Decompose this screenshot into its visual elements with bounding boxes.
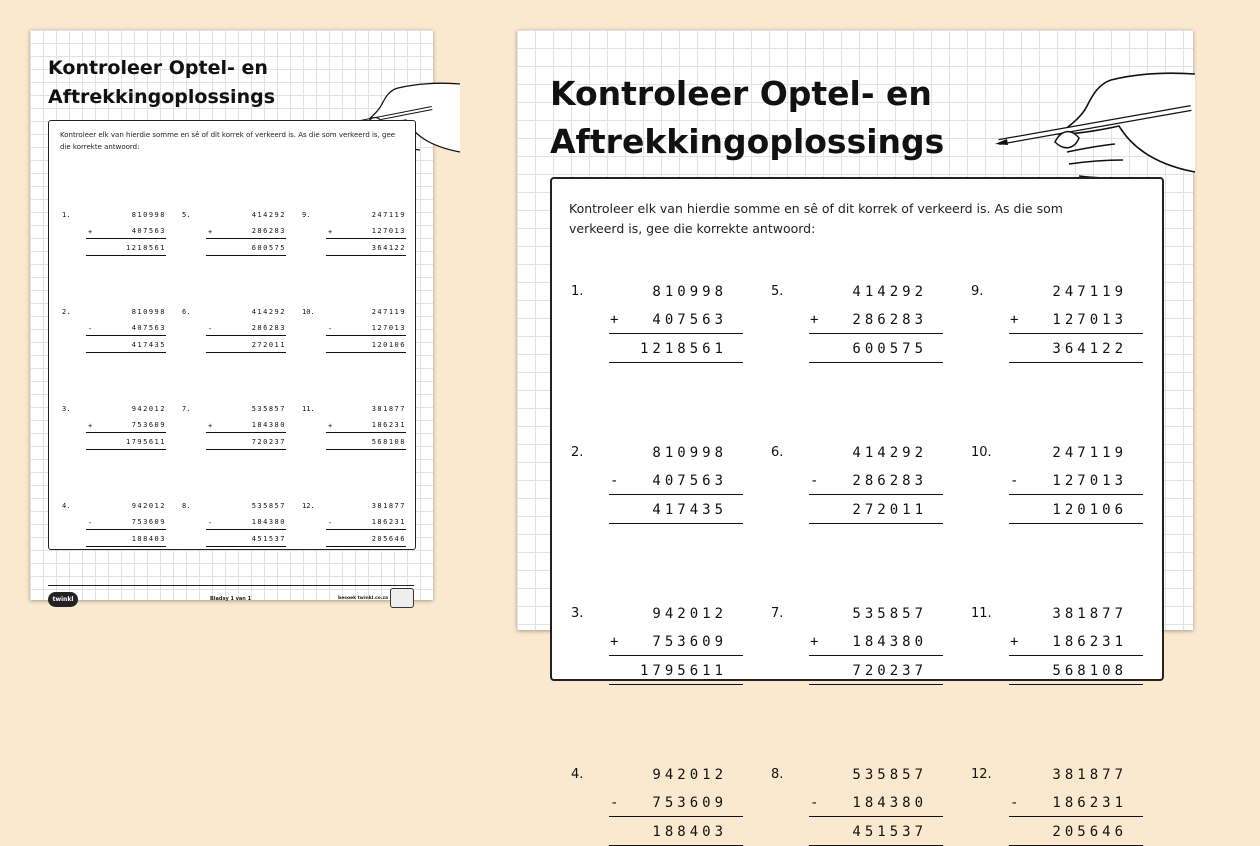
given-answer: 364122 bbox=[371, 244, 406, 252]
problem-number: 3. bbox=[62, 405, 71, 413]
first-operand: 810998 bbox=[131, 211, 166, 219]
second-operand: 753609 bbox=[652, 795, 727, 811]
sum-line bbox=[809, 494, 943, 495]
worksheet-page-thumbnail bbox=[30, 30, 433, 603]
second-operand: 184380 bbox=[852, 634, 927, 650]
given-answer: 1795611 bbox=[639, 663, 727, 679]
first-operand: 247119 bbox=[371, 308, 406, 316]
operator: + bbox=[88, 228, 93, 236]
given-answer: 1795611 bbox=[125, 438, 166, 446]
problem-number: 4. bbox=[571, 767, 584, 782]
badge-icon bbox=[390, 588, 414, 608]
given-answer: 120106 bbox=[371, 341, 406, 349]
operator: - bbox=[610, 473, 619, 489]
sum-line bbox=[609, 816, 743, 817]
answer-line bbox=[326, 546, 406, 547]
problems-panel-large bbox=[550, 177, 1164, 840]
second-operand: 407563 bbox=[131, 324, 166, 332]
twinkl-logo-icon: twinkl bbox=[48, 592, 78, 607]
problem-number: 11. bbox=[971, 606, 992, 621]
answer-line bbox=[206, 449, 286, 450]
operator: + bbox=[208, 228, 213, 236]
problem-number: 10. bbox=[971, 445, 992, 460]
given-answer: 205646 bbox=[371, 535, 406, 543]
operator: + bbox=[1010, 634, 1019, 650]
sum-line bbox=[206, 238, 286, 239]
sum-line bbox=[1009, 494, 1143, 495]
sum-line bbox=[206, 529, 286, 530]
given-answer: 720237 bbox=[852, 663, 927, 679]
second-operand: 407563 bbox=[131, 227, 166, 235]
operator: - bbox=[1010, 473, 1019, 489]
problem-number: 8. bbox=[182, 502, 191, 510]
second-operand: 186231 bbox=[371, 421, 406, 429]
first-operand: 381877 bbox=[1052, 606, 1127, 622]
answer-line bbox=[86, 546, 166, 547]
problem-number: 2. bbox=[571, 445, 584, 460]
operator: + bbox=[328, 228, 333, 236]
second-operand: 186231 bbox=[371, 518, 406, 526]
given-answer: 568108 bbox=[371, 438, 406, 446]
problem-number: 7. bbox=[771, 606, 784, 621]
answer-line bbox=[206, 255, 286, 256]
given-answer: 451537 bbox=[251, 535, 286, 543]
sum-line bbox=[609, 655, 743, 656]
operator: + bbox=[88, 422, 93, 430]
operator: - bbox=[610, 795, 619, 811]
first-operand: 381877 bbox=[371, 502, 406, 510]
first-operand: 414292 bbox=[251, 211, 286, 219]
answer-line bbox=[86, 255, 166, 256]
first-operand: 810998 bbox=[652, 445, 727, 461]
operator: + bbox=[610, 634, 619, 650]
sum-line bbox=[326, 529, 406, 530]
sum-line bbox=[326, 238, 406, 239]
operator: - bbox=[1010, 795, 1019, 811]
answer-line bbox=[326, 449, 406, 450]
given-answer: 120106 bbox=[1052, 502, 1127, 518]
answer-line bbox=[1009, 523, 1143, 524]
first-operand: 414292 bbox=[852, 445, 927, 461]
given-answer: 720237 bbox=[251, 438, 286, 446]
first-operand: 810998 bbox=[131, 308, 166, 316]
second-operand: 753609 bbox=[131, 518, 166, 526]
sum-line bbox=[326, 432, 406, 433]
problem-number: 8. bbox=[771, 767, 784, 782]
operator: + bbox=[810, 312, 819, 328]
page-title-large: Kontroleer Optel- en Aftrekkingoplossings bbox=[550, 74, 945, 161]
problem-number: 1. bbox=[62, 211, 71, 219]
website-link[interactable]: besoek twinkl.co.za bbox=[338, 596, 389, 601]
given-answer: 451537 bbox=[852, 824, 927, 840]
sum-line bbox=[86, 238, 166, 239]
first-operand: 414292 bbox=[251, 308, 286, 316]
second-operand: 127013 bbox=[371, 324, 406, 332]
given-answer: 600575 bbox=[852, 341, 927, 357]
sum-line bbox=[86, 529, 166, 530]
second-operand: 407563 bbox=[652, 473, 727, 489]
second-operand: 407563 bbox=[652, 312, 727, 328]
second-operand: 186231 bbox=[1052, 795, 1127, 811]
first-operand: 247119 bbox=[371, 211, 406, 219]
first-operand: 381877 bbox=[371, 405, 406, 413]
answer-line bbox=[609, 523, 743, 524]
instructions-large: Kontroleer elk van hierdie somme en sê of dit korrek of verkeerd is. As die som verkeerd is, gee die korrekte antwoord: bbox=[569, 201, 1063, 236]
sum-line bbox=[809, 655, 943, 656]
answer-line bbox=[1009, 684, 1143, 685]
problem-number: 5. bbox=[771, 284, 784, 299]
problem-number: 3. bbox=[571, 606, 584, 621]
given-answer: 417435 bbox=[131, 341, 166, 349]
given-answer: 1218561 bbox=[125, 244, 166, 252]
second-operand: 127013 bbox=[1052, 312, 1127, 328]
second-operand: 286283 bbox=[251, 324, 286, 332]
sum-line bbox=[1009, 816, 1143, 817]
answer-line bbox=[1009, 362, 1143, 363]
first-operand: 247119 bbox=[1052, 445, 1127, 461]
sum-line bbox=[1009, 655, 1143, 656]
problem-number: 2. bbox=[62, 308, 71, 316]
operator: + bbox=[208, 422, 213, 430]
answer-line bbox=[809, 523, 943, 524]
sum-line bbox=[809, 333, 943, 334]
instructions: Kontroleer elk van hierdie somme en sê of dit korrek of verkeerd is. As die som verkeerd is, gee die korrekte antwoord: bbox=[60, 131, 396, 151]
given-answer: 188403 bbox=[652, 824, 727, 840]
operator: + bbox=[328, 422, 333, 430]
second-operand: 184380 bbox=[852, 795, 927, 811]
sum-line bbox=[86, 432, 166, 433]
operator: + bbox=[610, 312, 619, 328]
problem-number: 12. bbox=[971, 767, 992, 782]
first-operand: 247119 bbox=[1052, 284, 1127, 300]
operator: - bbox=[208, 519, 213, 527]
operator: - bbox=[810, 473, 819, 489]
second-operand: 753609 bbox=[131, 421, 166, 429]
first-operand: 942012 bbox=[131, 405, 166, 413]
second-operand: 753609 bbox=[652, 634, 727, 650]
problem-number: 1. bbox=[571, 284, 584, 299]
problem-number: 9. bbox=[971, 284, 984, 299]
problem-number: 6. bbox=[771, 445, 784, 460]
second-operand: 286283 bbox=[852, 312, 927, 328]
second-operand: 286283 bbox=[251, 227, 286, 235]
first-operand: 535857 bbox=[852, 606, 927, 622]
first-operand: 942012 bbox=[131, 502, 166, 510]
operator: - bbox=[88, 519, 93, 527]
answer-line bbox=[326, 352, 406, 353]
problems-panel bbox=[48, 120, 416, 550]
second-operand: 127013 bbox=[371, 227, 406, 235]
second-operand: 186231 bbox=[1052, 634, 1127, 650]
given-answer: 205646 bbox=[1052, 824, 1127, 840]
sum-line bbox=[206, 335, 286, 336]
operator: - bbox=[328, 519, 333, 527]
sum-line bbox=[609, 494, 743, 495]
sum-line bbox=[1009, 333, 1143, 334]
given-answer: 364122 bbox=[1052, 341, 1127, 357]
given-answer: 1218561 bbox=[639, 341, 727, 357]
sum-line bbox=[326, 335, 406, 336]
problem-number: 10. bbox=[302, 308, 315, 316]
problem-number: 6. bbox=[182, 308, 191, 316]
answer-line bbox=[86, 449, 166, 450]
answer-line bbox=[609, 684, 743, 685]
given-answer: 417435 bbox=[652, 502, 727, 518]
second-operand: 184380 bbox=[251, 421, 286, 429]
operator: - bbox=[810, 795, 819, 811]
operator: - bbox=[88, 325, 93, 333]
given-answer: 272011 bbox=[852, 502, 927, 518]
first-operand: 942012 bbox=[652, 767, 727, 783]
first-operand: 535857 bbox=[251, 405, 286, 413]
answer-line bbox=[809, 684, 943, 685]
answer-line bbox=[326, 255, 406, 256]
problem-number: 12. bbox=[302, 502, 315, 510]
operator: - bbox=[328, 325, 333, 333]
problem-number: 5. bbox=[182, 211, 191, 219]
operator: + bbox=[810, 634, 819, 650]
first-operand: 810998 bbox=[652, 284, 727, 300]
hand-with-pencil-icon bbox=[995, 68, 1195, 188]
problem-number: 9. bbox=[302, 211, 311, 219]
worksheet-page-zoomed bbox=[517, 30, 1193, 840]
answer-line bbox=[609, 362, 743, 363]
first-operand: 535857 bbox=[251, 502, 286, 510]
sum-line bbox=[609, 333, 743, 334]
operator: - bbox=[208, 325, 213, 333]
first-operand: 381877 bbox=[1052, 767, 1127, 783]
given-answer: 600575 bbox=[251, 244, 286, 252]
given-answer: 568108 bbox=[1052, 663, 1127, 679]
given-answer: 272011 bbox=[251, 341, 286, 349]
answer-line bbox=[206, 546, 286, 547]
sum-line bbox=[809, 816, 943, 817]
answer-line bbox=[206, 352, 286, 353]
page-number: Bladsy 1 van 1 bbox=[210, 596, 252, 602]
sum-line bbox=[206, 432, 286, 433]
page-title: Kontroleer Optel- en Aftrekkingoplossings bbox=[48, 57, 276, 108]
second-operand: 127013 bbox=[1052, 473, 1127, 489]
operator: + bbox=[1010, 312, 1019, 328]
answer-line bbox=[86, 352, 166, 353]
given-answer: 188403 bbox=[131, 535, 166, 543]
first-operand: 535857 bbox=[852, 767, 927, 783]
problem-number: 4. bbox=[62, 502, 71, 510]
footer-divider bbox=[48, 585, 414, 586]
problem-number: 11. bbox=[302, 405, 315, 413]
first-operand: 414292 bbox=[852, 284, 927, 300]
sum-line bbox=[86, 335, 166, 336]
second-operand: 184380 bbox=[251, 518, 286, 526]
first-operand: 942012 bbox=[652, 606, 727, 622]
problem-number: 7. bbox=[182, 405, 191, 413]
second-operand: 286283 bbox=[852, 473, 927, 489]
answer-line bbox=[809, 362, 943, 363]
